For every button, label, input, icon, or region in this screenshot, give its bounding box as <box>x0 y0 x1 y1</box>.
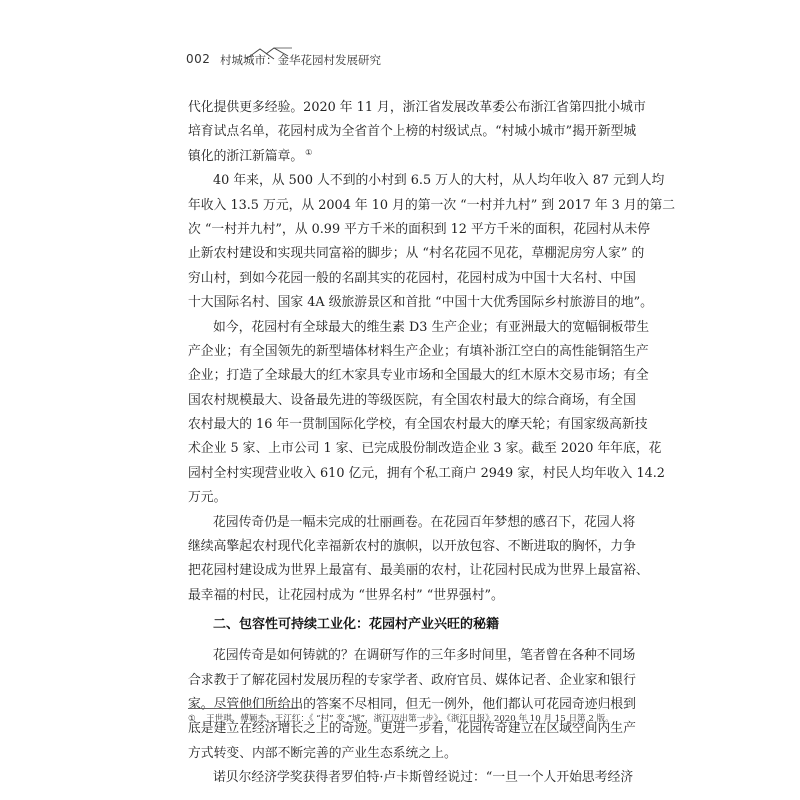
text-line: 年收入 13.5 万元，从 2004 年 10 月的第一次 “一村并九村” 到 2017 年 3 月的第二 <box>188 197 676 213</box>
paragraph <box>188 96 646 169</box>
text-line: 镇化的浙江新篇章。 <box>188 148 304 164</box>
text-line: 农村最大的 16 年一贯制国际化学校，有全国农村最大的摩天轮；有国家级高新技 <box>188 417 648 433</box>
text-line: 家。尽管他们所给出的答案不尽相同，但无一例外，他们都认可花园奇迹归根到 <box>188 696 636 712</box>
paragraph <box>188 316 665 511</box>
text-line: 最幸福的村民，让花园村成为 “世界名村” “世界强村”。 <box>188 587 504 603</box>
text-line: 代化提供更多经验。2020 年 11 月，浙江省发展改革委公布浙江省第四批小城市 <box>188 100 646 115</box>
text-line: 诺贝尔经济学奖获得者罗伯特·卢卡斯曾经说过：“一旦一个人开始思考经济 <box>213 770 634 786</box>
text-line: 十大国际名村、国家 4A 级旅游景区和首批 “中国十大优秀国际乡村旅游目的地”。 <box>188 295 653 311</box>
text-line: 园村全村实现营业收入 610 亿元，拥有个私工商户 2949 家，村民人均年收入 14.2 <box>188 465 665 481</box>
text-line: 花园传奇是如何铸就的？在调研写作的三年多时间里，笔者曾在各种不同场 <box>213 648 636 664</box>
book-title: 村城城市：金华花园村发展研究 <box>220 53 381 67</box>
text-line: 培育试点名单，花园村成为全省首个上榜的村级试点。“村城小城市”揭开新型城 <box>188 124 637 140</box>
section-heading: 二、包容性可持续工业化：花园村产业兴旺的秘籍 <box>213 617 500 633</box>
text-line: 方式转变、内部不断完善的产业生态系统之上。 <box>188 745 457 761</box>
text-line: 穷山村，到如今花园一般的名副其实的花园村，花园村成为中国十大名村、中国 <box>188 270 636 286</box>
text-line: 继续高擎起农村现代化幸福新农村的旗帜，以开放包容、不断进取的胸怀，力争 <box>188 539 636 555</box>
text-line: 万元。 <box>188 490 227 506</box>
text-line: 把花园村建设成为世界上最富有、最美丽的农村，让花园村民成为世界上最富裕、 <box>188 563 649 579</box>
text-line: 术企业 5 家、上市公司 1 家、已完成股份制改造企业 3 家。截至 2020 年年底，花 <box>188 441 662 457</box>
text-line: 花园传奇仍是一幅未完成的壮丽画卷。在花园百年梦想的感召下，花园人将 <box>213 514 636 530</box>
footnote-divider <box>188 708 298 709</box>
footnote <box>188 712 618 726</box>
text-line-with-footnote <box>188 145 608 169</box>
paragraph <box>188 644 636 766</box>
text-line: 合求教于了解花园村发展历程的专家学者、政府官员、媒体记者、企业家和银行 <box>188 672 636 688</box>
text-line: 止新农村建设和实现共同富裕的脚步；从 “村名花园不见花，草棚泥房穷人家” 的 <box>188 246 645 262</box>
text-line: 产企业；有全国领先的新型墙体材料生产企业；有填补浙江空白的高性能铜箔生产 <box>188 343 649 359</box>
page-header <box>186 48 606 72</box>
page-number: 002 <box>186 52 211 66</box>
text-line: 底是建立在经济增长之上的奇迹。更进一步看，花园传奇建立在区域空间内生产 <box>188 721 636 737</box>
text-line: 国农村规模最大、设备最先进的等级医院，有全国农村最大的综合商场，有全国 <box>188 392 636 408</box>
paragraph <box>188 511 649 609</box>
body-text <box>188 96 676 791</box>
text-line: 次 “一村并九村”，从 0.99 平方千米的面积到 12 平方千米的面积，花园村从未停 <box>188 221 651 237</box>
footnote-number: ① <box>188 714 196 724</box>
footnote-text: 王世琪、傅颖杰、王江红：《 “村” 变 “城”，浙江迈出第一步》，《浙江日报》2020 年 10 月 15 日第 2 版。 <box>206 714 614 724</box>
text-line: 40 年来，从 500 人不到的小村到 6.5 万人的大村，从人均年收入 87 元到人均 <box>213 173 665 189</box>
text-line: 企业；打造了全球最大的红木家具专业市场和全国最大的红木原木交易市场；有全 <box>188 368 649 384</box>
paragraph <box>188 766 634 790</box>
text-line: 如今，花园村有全球最大的维生素 D3 生产企业；有亚洲最大的宽幅铜板带生 <box>213 319 650 335</box>
footnote-mark[interactable]: ① <box>305 147 313 157</box>
paragraph <box>188 169 676 315</box>
